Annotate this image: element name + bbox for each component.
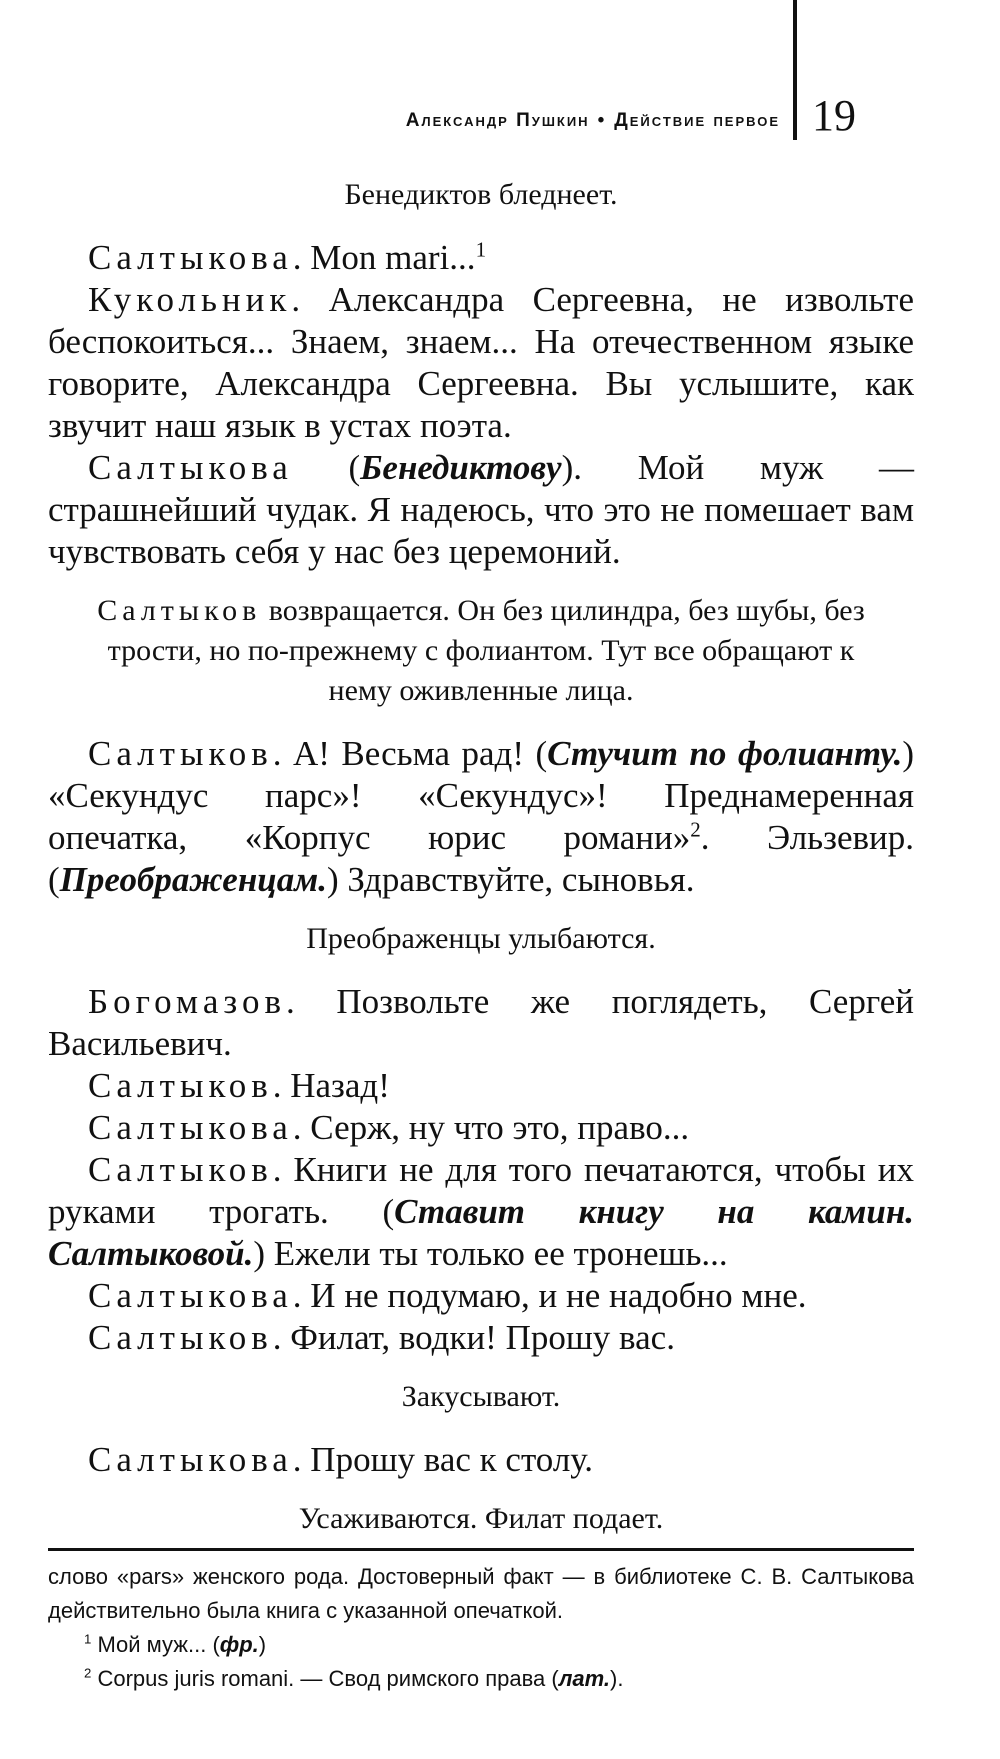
dialogue-text: ( (292, 448, 361, 487)
dialogue-line (48, 279, 914, 447)
dialogue-text: . А! Весьма рад! ( (272, 734, 548, 773)
running-head-section: Действие первое (614, 110, 780, 131)
speaker-name: Салтыкова (88, 1276, 293, 1315)
running-head-bullet: • (597, 110, 607, 131)
footnote-text: ). (610, 1666, 624, 1691)
footnote-text: Corpus juris romani. — Свод римского права ( (91, 1666, 559, 1691)
footnote-rule (48, 1548, 914, 1551)
dialogue-text: . Филат, водки! Прошу вас. (272, 1318, 675, 1357)
dialogue-text: ). Мой муж — страшнейший чудак. Я надеюсь, что это не помешает вам чувствовать себя у нас без церемоний. (48, 448, 914, 571)
footnotes (48, 1560, 914, 1696)
stage-direction: Бенедиктов бледнеет. (344, 178, 618, 211)
footnote-text: Мой муж... ( (91, 1632, 220, 1657)
stage-direction (48, 591, 914, 711)
dialogue-line (48, 733, 914, 901)
dialogue-line (48, 1275, 914, 1317)
stage-direction: Преображенцы улыбаются. (306, 922, 656, 955)
dialogue-text: . Mon mari... (292, 238, 476, 277)
dialogue-text: . Серж, ну что это, право... (292, 1108, 690, 1147)
stage-text: возвращается. Он без цилиндра, без шубы, без трости, но по-прежнему с фолиантом. Тут все обращают к нему оживленные лица. (107, 594, 865, 707)
stage-direction: Закусывают. (401, 1380, 561, 1413)
italic-remark: Ставит книгу на камин. Салтыковой. (48, 1192, 915, 1273)
footnote-language: лат. (558, 1666, 611, 1691)
dialogue-text: . Позвольте же поглядеть, Сергей Васильевич. (48, 982, 914, 1063)
dialogue-text: ) Здравствуйте, сыновья. (326, 860, 695, 899)
italic-remark: Преображенцам. (59, 860, 327, 899)
speaker-name: Богомазов (88, 982, 287, 1021)
dialogue-text: . И не подумаю, и не надобно мне. (292, 1276, 807, 1315)
dialogue-text: . Александра Сергеевна, не извольте беспокоиться... Знаем, знаем... На отечественном языке говорите, Александра Сергеевна. Вы услышите, как звучит наш язык в устах поэта. (48, 280, 914, 445)
dialogue-line (48, 1065, 914, 1107)
play-text (48, 175, 914, 1561)
speaker-name: Салтыков (97, 594, 262, 627)
footnote-language: фр. (219, 1632, 259, 1657)
running-head (240, 110, 780, 132)
speaker-name: Кукольник (88, 280, 292, 319)
dialogue-text: . Книги не для того печатаются, чтобы их руками трогать. ( (48, 1150, 914, 1231)
page-number: 19 (812, 91, 856, 140)
speaker-name: Салтыкова (88, 448, 293, 487)
speaker-name: Салтыков (88, 734, 273, 773)
dialogue-line (48, 1107, 914, 1149)
dialogue-line (48, 1317, 914, 1359)
dialogue-line (48, 237, 914, 279)
footnote-ref: 2 (690, 817, 701, 842)
dialogue-line (48, 447, 914, 573)
speaker-name: Салтыков (88, 1066, 273, 1105)
speaker-name: Салтыков (88, 1318, 273, 1357)
dialogue-text: ) Ежели ты только ее тронешь... (253, 1234, 728, 1273)
stage-direction: Усаживаются. Филат подает. (298, 1502, 664, 1535)
dialogue-line (48, 981, 914, 1065)
header-vertical-rule (793, 0, 797, 140)
dialogue-line (48, 1439, 914, 1481)
footnote-2 (48, 1662, 914, 1696)
running-head-author: Александр Пушкин (405, 110, 590, 131)
footnote-mark: 1 (84, 1631, 92, 1647)
footnote-ref: 1 (475, 237, 487, 262)
footnote-continued: слово «pars» женского рода. Достоверный факт — в библиотеке С. В. Салтыкова действительно была книга с указанной опечаткой. (48, 1564, 914, 1623)
dialogue-line (48, 1149, 914, 1275)
dialogue-text: . Назад! (272, 1066, 390, 1105)
speaker-name: Салтыкова (88, 1108, 293, 1147)
dialogue-text: . Эльзевир. ( (48, 818, 914, 899)
dialogue-text: ) «Секундус парс»! «Секундус»! Преднамеренная опечатка, «Корпус юрис романи» (48, 734, 914, 857)
speaker-name: Салтыкова (88, 1440, 293, 1479)
footnote-mark: 2 (84, 1665, 92, 1681)
speaker-name: Салтыков (88, 1150, 273, 1189)
italic-remark: Бенедиктову (360, 448, 562, 487)
footnote-text: ) (258, 1632, 267, 1657)
italic-remark: Стучит по фолианту. (547, 734, 903, 773)
dialogue-text: . Прошу вас к столу. (292, 1440, 594, 1479)
footnote-1 (48, 1628, 914, 1662)
speaker-name: Салтыкова (88, 238, 293, 277)
